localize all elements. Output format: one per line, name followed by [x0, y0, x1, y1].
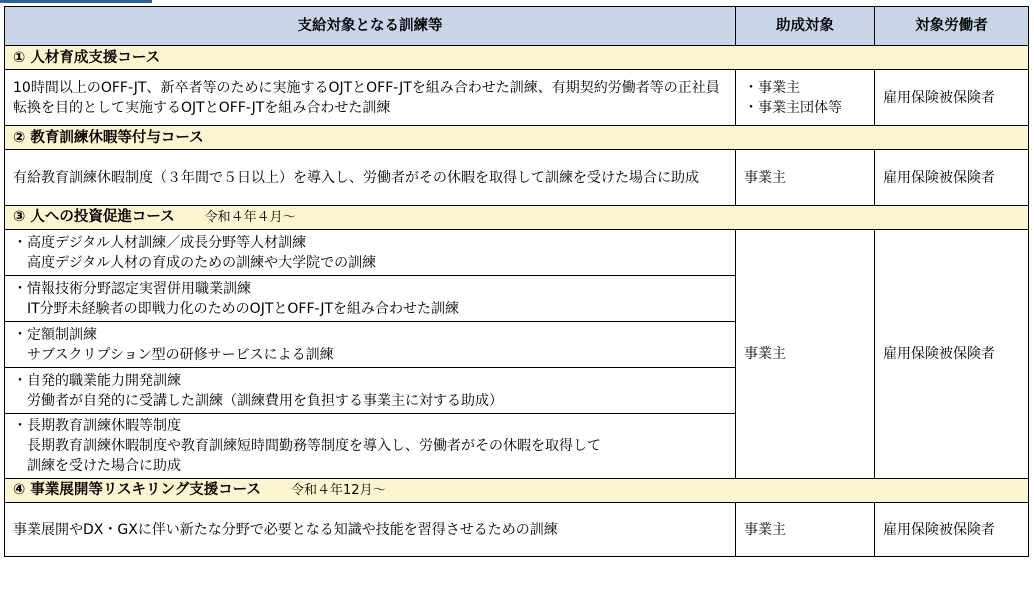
- item-detail: IT分野未経験者の即戦力化のためのOJTとOFF-JTを組み合わせた訓練: [27, 300, 460, 317]
- course-title: ② 教育訓練休暇等付与コース: [13, 129, 204, 146]
- table-header-row: [5, 7, 1029, 46]
- item-heading: ・情報技術分野認定実習併用職業訓練: [13, 280, 251, 297]
- course-title: ① 人材育成支援コース: [13, 49, 161, 66]
- course-heading-2: [5, 126, 1029, 150]
- course-item: [5, 322, 736, 368]
- course-item: [5, 368, 736, 414]
- course-row-1: [5, 70, 1029, 126]
- course-heading-4: [5, 479, 1029, 503]
- subsidy-cell: 事業主: [736, 503, 875, 557]
- item-detail: 高度デジタル人材の育成のための訓練や大学院での訓練: [27, 254, 377, 271]
- course-description: 有給教育訓練休暇制度（３年間で５日以上）を導入し、労働者がその休暇を取得して訓練を受けた場合に助成: [5, 150, 736, 206]
- header-subsidy: 助成対象: [736, 7, 875, 46]
- header-training: 支給対象となる訓練等: [5, 7, 736, 46]
- course-title: ③ 人への投資促進コース: [13, 209, 175, 225]
- top-accent-line: [0, 0, 152, 3]
- course-row-4: [5, 503, 1029, 557]
- subsidy-cell: 事業主: [736, 150, 875, 206]
- item-detail: 訓練を受けた場合に助成: [27, 458, 181, 474]
- item-heading: ・定額制訓練: [13, 326, 97, 343]
- course-description: 事業展開やDX・GXに伴い新たな分野で必要となる知識や技能を習得させるための訓練: [5, 503, 736, 557]
- course-heading-1: [5, 46, 1029, 70]
- course-item: [5, 230, 736, 276]
- course-row-2: [5, 150, 1029, 206]
- workers-cell: 雇用保険被保険者: [875, 150, 1029, 206]
- item-detail: 長期教育訓練休暇制度や教育訓練短時間勤務等制度を導入し、労働者がその休暇を取得して: [27, 438, 601, 454]
- workers-cell: 雇用保険被保険者: [875, 230, 1029, 479]
- course-title: ④ 事業展開等リスキリング支援コース: [13, 482, 262, 498]
- header-workers: 対象労働者: [875, 7, 1029, 46]
- subsidy-cell: 事業主: [736, 230, 875, 479]
- course-heading-3: [5, 206, 1029, 230]
- item-detail: サブスクリプション型の研修サービスによる訓練: [27, 346, 334, 363]
- subsidy-table: [4, 6, 1029, 557]
- subsidy-item: ・事業主団体等: [744, 99, 842, 116]
- item-heading: ・自発的職業能力開発訓練: [13, 372, 181, 389]
- item-detail: 労働者が自発的に受講した訓練（訓練費用を負担する事業主に対する助成）: [27, 392, 503, 409]
- item-heading: ・長期教育訓練休暇等制度: [13, 418, 181, 434]
- course-description: 10時間以上のOFF-JT、新卒者等のために実施するOJTとOFF-JTを組み合わせた訓練、有期契約労働者等の正社員転換を目的として実施するOJTとOFF-JTを組み合わせた訓練: [5, 70, 736, 126]
- course-start-note: 令和４年４月～: [204, 210, 296, 225]
- course-start-note: 令和４年12月～: [291, 483, 386, 498]
- subsidy-cell: [736, 70, 875, 126]
- workers-cell: 雇用保険被保険者: [875, 503, 1029, 557]
- workers-cell: 雇用保険被保険者: [875, 70, 1029, 126]
- course-item-row: [5, 230, 1029, 276]
- course-item: [5, 276, 736, 322]
- subsidy-item: ・事業主: [744, 79, 800, 96]
- item-heading: ・高度デジタル人材訓練／成長分野等人材訓練: [13, 234, 307, 251]
- course-item: [5, 414, 736, 479]
